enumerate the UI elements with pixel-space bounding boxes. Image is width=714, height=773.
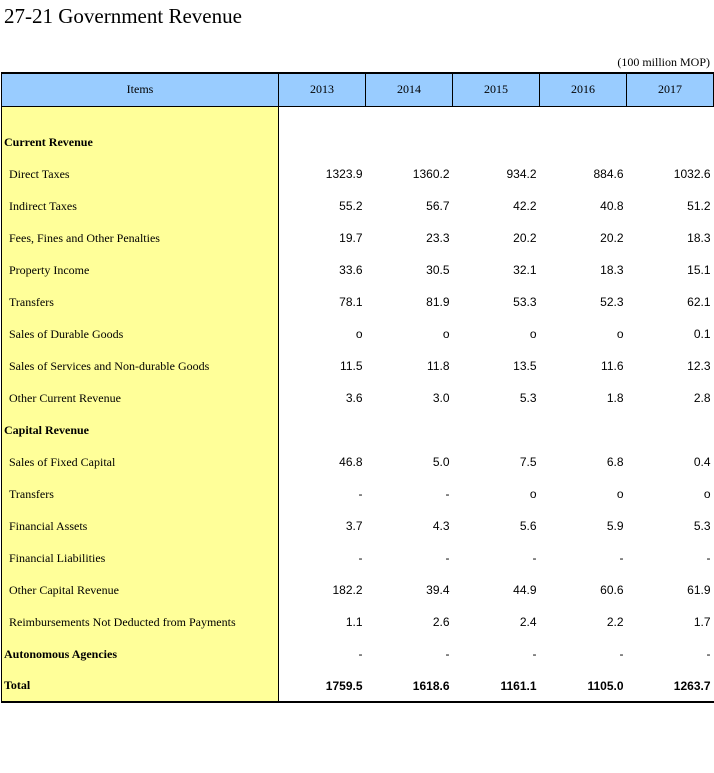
table-row bbox=[2, 190, 714, 222]
cell-value bbox=[453, 126, 540, 158]
cell-value: o bbox=[529, 487, 537, 501]
row-label bbox=[2, 542, 279, 574]
table-row bbox=[2, 382, 714, 414]
page-title: 27-21 Government Revenue bbox=[4, 4, 242, 28]
table-row bbox=[2, 542, 714, 574]
row-label bbox=[2, 106, 279, 126]
cell-value: 3.6 bbox=[345, 391, 363, 405]
cell-value: 0.1 bbox=[693, 327, 711, 341]
cell-value: 2.2 bbox=[606, 615, 624, 629]
table-body bbox=[2, 106, 714, 702]
row-label-text: Sales of Services and Non-durable Goods bbox=[9, 358, 210, 373]
cell-value: - bbox=[358, 551, 363, 565]
cell-value: - bbox=[706, 551, 711, 565]
row-label bbox=[2, 350, 279, 382]
row-label bbox=[2, 158, 279, 190]
cell-value: 11.5 bbox=[340, 359, 363, 373]
cell-value: - bbox=[445, 551, 450, 565]
row-label-text: Sales of Durable Goods bbox=[9, 326, 124, 341]
row-label bbox=[2, 446, 279, 478]
cell-value: 44.9 bbox=[513, 583, 537, 597]
row-label bbox=[2, 126, 279, 158]
cell-value: 81.9 bbox=[426, 295, 450, 309]
cell-value: 51.2 bbox=[687, 199, 711, 213]
row-label-text: Direct Taxes bbox=[9, 166, 70, 181]
unit-label: (100 million MOP) bbox=[617, 55, 710, 69]
cell-value: 13.5 bbox=[513, 359, 537, 373]
cell-value: 1323.9 bbox=[325, 167, 363, 181]
cell-value: 1618.6 bbox=[366, 670, 453, 702]
table-row bbox=[2, 318, 714, 350]
cell-value bbox=[279, 414, 366, 446]
row-label-text: Property Income bbox=[9, 262, 90, 277]
row-label-text: Sales of Fixed Capital bbox=[9, 454, 116, 469]
cell-value: 1263.7 bbox=[627, 670, 714, 702]
cell-value: 5.9 bbox=[606, 519, 624, 533]
header-year: 2016 bbox=[540, 73, 627, 106]
row-label-text: Current Revenue bbox=[4, 134, 93, 149]
cell-value: 1161.1 bbox=[453, 670, 540, 702]
cell-value: 18.3 bbox=[687, 231, 711, 245]
row-label bbox=[2, 670, 279, 702]
cell-value bbox=[627, 414, 714, 446]
cell-value: 1759.5 bbox=[279, 670, 366, 702]
spacer-row bbox=[2, 106, 714, 126]
cell-value: o bbox=[442, 327, 450, 341]
row-label-text: Transfers bbox=[9, 486, 54, 501]
row-label-text: Transfers bbox=[9, 294, 54, 309]
table-row bbox=[2, 254, 714, 286]
row-label-text: Indirect Taxes bbox=[9, 198, 77, 213]
cell-value: 60.6 bbox=[600, 583, 624, 597]
cell-value bbox=[279, 126, 366, 158]
cell-value: 15.1 bbox=[687, 263, 711, 277]
row-label-text: Financial Assets bbox=[9, 518, 88, 533]
table-row bbox=[2, 158, 714, 190]
cell-value: 1032.6 bbox=[673, 167, 711, 181]
cell-value: 5.6 bbox=[519, 519, 537, 533]
row-label bbox=[2, 414, 279, 446]
cell-value: 62.1 bbox=[687, 295, 711, 309]
row-label-text: Reimbursements Not Deducted from Payments bbox=[9, 614, 236, 629]
cell-value: 55.2 bbox=[339, 199, 363, 213]
cell-value: 7.5 bbox=[519, 455, 537, 469]
cell-value: 19.7 bbox=[339, 231, 363, 245]
row-label-text: Autonomous Agencies bbox=[4, 646, 118, 661]
cell-value: 46.8 bbox=[339, 455, 363, 469]
cell-value: 18.3 bbox=[600, 263, 624, 277]
header-items: Items bbox=[2, 73, 279, 106]
cell-value: - bbox=[445, 487, 450, 501]
cell-value: o bbox=[355, 327, 363, 341]
cell-value: - bbox=[706, 647, 711, 661]
cell-value: 40.8 bbox=[600, 199, 624, 213]
cell-value bbox=[366, 126, 453, 158]
cell-value: o bbox=[529, 327, 537, 341]
cell-value: 0.4 bbox=[693, 455, 711, 469]
cell-value: 5.0 bbox=[432, 455, 450, 469]
cell-value: - bbox=[445, 647, 450, 661]
row-label-text: Total bbox=[4, 678, 31, 692]
row-label bbox=[2, 606, 279, 638]
cell-value: 1360.2 bbox=[412, 167, 450, 181]
table-row bbox=[2, 446, 714, 478]
table-row bbox=[2, 606, 714, 638]
cell-value: 32.1 bbox=[513, 263, 537, 277]
table-row bbox=[2, 286, 714, 318]
cell-value bbox=[627, 126, 714, 158]
cell-value: 20.2 bbox=[513, 231, 537, 245]
cell-value: - bbox=[358, 487, 363, 501]
revenue-table bbox=[1, 72, 714, 703]
table-row bbox=[2, 510, 714, 542]
table-row bbox=[2, 350, 714, 382]
row-label bbox=[2, 574, 279, 606]
cell-value: 1105.0 bbox=[540, 670, 627, 702]
row-label bbox=[2, 190, 279, 222]
cell-value: 6.8 bbox=[606, 455, 624, 469]
cell-value: o bbox=[616, 327, 624, 341]
cell-value: 3.7 bbox=[345, 519, 363, 533]
cell-value bbox=[453, 414, 540, 446]
table-row bbox=[2, 478, 714, 510]
cell-value: 33.6 bbox=[339, 263, 363, 277]
table-row bbox=[2, 638, 714, 670]
header-year: 2014 bbox=[366, 73, 453, 106]
row-label bbox=[2, 318, 279, 350]
cell-value: 11.6 bbox=[601, 359, 624, 373]
row-label bbox=[2, 478, 279, 510]
row-label-text: Fees, Fines and Other Penalties bbox=[9, 230, 160, 245]
cell-value: - bbox=[532, 551, 537, 565]
table-row bbox=[2, 574, 714, 606]
cell-value: 4.3 bbox=[432, 519, 450, 533]
cell-value: 1.7 bbox=[693, 615, 711, 629]
row-label-text: Capital Revenue bbox=[4, 422, 89, 437]
cell-value: - bbox=[619, 551, 624, 565]
table-row bbox=[2, 126, 714, 158]
cell-value: 11.8 bbox=[427, 359, 450, 373]
cell-value: - bbox=[358, 647, 363, 661]
cell-value: 23.3 bbox=[426, 231, 450, 245]
cell-value: 884.6 bbox=[593, 167, 624, 181]
table-row bbox=[2, 670, 714, 702]
table-row bbox=[2, 414, 714, 446]
header-year: 2013 bbox=[279, 73, 366, 106]
cell-value: 5.3 bbox=[519, 391, 537, 405]
cell-value: 5.3 bbox=[693, 519, 711, 533]
header-row bbox=[2, 73, 714, 106]
row-label bbox=[2, 510, 279, 542]
cell-value: 61.9 bbox=[687, 583, 711, 597]
cell-value: o bbox=[616, 487, 624, 501]
header-year: 2015 bbox=[453, 73, 540, 106]
cell-value bbox=[366, 414, 453, 446]
row-label-text: Financial Liabilities bbox=[9, 550, 106, 565]
cell-value: - bbox=[619, 647, 624, 661]
header-year: 2017 bbox=[627, 73, 714, 106]
cell-value: 56.7 bbox=[426, 199, 450, 213]
cell-value: 52.3 bbox=[600, 295, 624, 309]
cell-value: 12.3 bbox=[687, 359, 711, 373]
cell-value: 934.2 bbox=[506, 167, 537, 181]
cell-value: 182.2 bbox=[332, 583, 363, 597]
row-label bbox=[2, 638, 279, 670]
cell-value: 30.5 bbox=[426, 263, 450, 277]
row-label-text: Other Capital Revenue bbox=[9, 582, 119, 597]
row-label bbox=[2, 254, 279, 286]
row-label bbox=[2, 382, 279, 414]
cell-value: 3.0 bbox=[432, 391, 450, 405]
cell-value: 39.4 bbox=[426, 583, 450, 597]
cell-value bbox=[540, 126, 627, 158]
cell-value bbox=[540, 414, 627, 446]
cell-value: 1.8 bbox=[606, 391, 624, 405]
table-row bbox=[2, 222, 714, 254]
cell-value: 78.1 bbox=[339, 295, 363, 309]
cell-value: 53.3 bbox=[513, 295, 537, 309]
cell-value: 2.8 bbox=[693, 391, 711, 405]
cell-value: 2.4 bbox=[519, 615, 537, 629]
cell-value: - bbox=[532, 647, 537, 661]
cell-value: 2.6 bbox=[432, 615, 450, 629]
cell-value: 42.2 bbox=[513, 199, 537, 213]
row-label-text: Other Current Revenue bbox=[9, 390, 121, 405]
cell-value: 1.1 bbox=[345, 615, 363, 629]
cell-value: o bbox=[703, 487, 711, 501]
cell-value: 20.2 bbox=[600, 231, 624, 245]
row-label bbox=[2, 222, 279, 254]
row-label bbox=[2, 286, 279, 318]
